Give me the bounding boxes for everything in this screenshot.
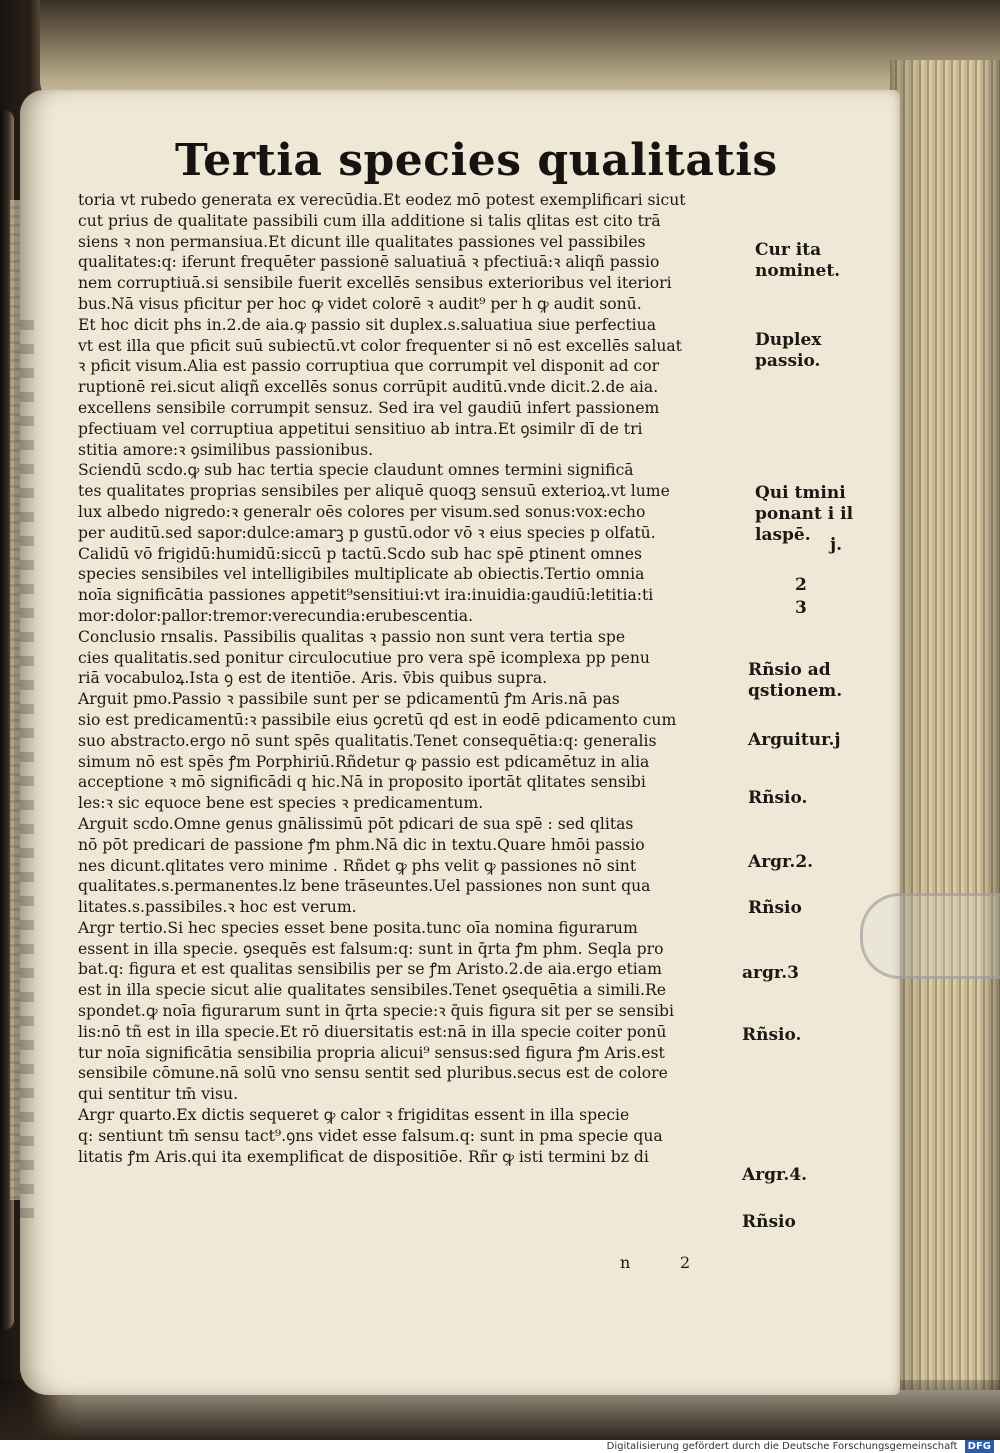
text-line: qui sentitur tm̄ visu. [78, 1085, 239, 1104]
margin-note: j. [830, 535, 843, 555]
book-page [20, 90, 900, 1395]
text-line: bat.q: figura et est qualitas sensibilis per se ꝭm Aristo.2.de aia.ergo etiam [78, 960, 662, 979]
text-line: essent in illa specie. ꝯsequēs est falsum:q: sunt in q̄rta ꝭm phm. Seqla pro [78, 939, 664, 958]
margin-note: Rñsio ad qstionem. [748, 660, 843, 701]
text-line: stitia amore:ꝛ ꝯsimilibus passionibus. [78, 440, 374, 459]
text-line: suo abstracto.ergo nō sunt spēs qualitatis.Tenet consequētia:q: generalis [78, 731, 657, 750]
text-line: q: sentiunt tm̄ sensu tact⁹.ꝯns videt esse falsum.q: sunt in pma specie qua [78, 1126, 663, 1145]
signature-mark: n [620, 1253, 631, 1272]
text-line: Conclusio rnsalis. Passibilis qualitas ꝛ passio non sunt vera tertia spe [78, 627, 626, 646]
text-line: tes qualitates proprias sensibiles per aliquē quoqꝫ sensuū exterioꝝ.vt lume [78, 482, 670, 501]
text-line: litatis ꝭm Aris.qui ita exemplificat de dispositiōe. Rñr ꝙ isti termini bz di [78, 1147, 649, 1166]
text-line: species sensibiles vel intelligibiles multiplicate ab obiectis.Tertio omnia [78, 565, 645, 584]
text-line: Calidū vō frigidū:humidū:siccū p tactū.Scdo sub hac spē ꝑtinent omnes [78, 544, 642, 563]
text-line: sensibile cōmune.nā solū vno sensu sentit sed pluribus.secus est de colore [78, 1064, 668, 1083]
text-line: qualitates.s.permanentes.lz bene trāseuntes.Uel passiones non sunt qua [78, 877, 651, 896]
text-line: acceptione ꝛ mō significādi q hic.Nā in proposito iportāt qlitates sensibi [78, 773, 646, 792]
margin-note: Duplex passio. [755, 330, 822, 371]
text-line: pfectiuam vel corruptiua appetitui sensitiuo ab intra.Et ꝯsimilr dī de tri [78, 419, 643, 438]
margin-note: Rñsio. [742, 1025, 802, 1045]
text-line: noīa significātia passiones appetit⁹sensitiui:vt ira:inuidia:gaudiū:letitia:ti [78, 586, 654, 605]
margin-note: Argr.4. [742, 1165, 808, 1185]
text-line: riā vocabuloꝝ.Ista ꝯ est de itentiōe. Aris. v̄bis quibus supra. [78, 669, 548, 688]
margin-note: Rñsio [742, 1212, 796, 1232]
margin-note: 3 [795, 598, 807, 618]
margin-note: Cur ita nominet. [755, 240, 841, 281]
text-line: lux albedo nigredo:ꝛ generalr oēs colores per visum.sed sonus:vox:echo [78, 502, 646, 521]
dfg-logo: DFG [965, 1440, 994, 1453]
text-line: vt est illa que pficit suū subiectū.vt color frequenter si nō est excellēs saluat [78, 336, 682, 355]
margin-note: Rñsio [748, 898, 802, 918]
digitization-credit [0, 1440, 1000, 1453]
text-line: cies qualitatis.sed ponitur circulocutiue pro vera spē icomplexa pp penu [78, 648, 650, 667]
text-line: nō pōt predicari de passione ꝭm phm.Nā dic in textu.Quare hmōi passio [78, 835, 645, 854]
text-line: litates.s.passibiles.ꝛ hoc est verum. [78, 898, 357, 917]
text-line: spondet.ꝙ noīa figurarum sunt in q̄rta specie:ꝛ q̄uis figura sit per se sensibi [78, 1002, 674, 1021]
text-line: Sciendū scdo.ꝙ sub hac tertia specie claudunt omnes termini significā [78, 461, 634, 480]
text-line: siens ꝛ non permansiua.Et dicunt ille qualitates passiones vel passibiles [78, 232, 646, 251]
margin-note: Arguitur.j [748, 730, 841, 750]
margin-note: Argr.2. [748, 852, 814, 872]
text-line: qualitates:q: iferunt frequēter passionē saluatiuā ꝛ pfectiuā:ꝛ aliqñ passio [78, 253, 660, 272]
margin-note: argr.3 [742, 963, 800, 983]
margin-note: 2 [795, 575, 807, 595]
text-line: nem corruptiuā.si sensibile fuerit excellēs sensibus exterioribus vel iteriori [78, 274, 672, 293]
page-gutter [20, 320, 34, 1220]
text-line: les:ꝛ sic equoce bene est species ꝛ predicamentum. [78, 794, 484, 813]
text-line: nes dicunt.qlitates vero minime . Rñdet ꝙ phs velit ꝙ passiones nō sint [78, 856, 637, 875]
text-line: Arguit pmo.Passio ꝛ passibile sunt per se pdicamentū ꝭm Aris.nā pas [78, 690, 620, 709]
text-line: per auditū.sed sapor:dulce:amarꝫ p gustū.odor vō ꝛ eius species p olfatū. [78, 523, 656, 542]
signature-number: 2 [680, 1253, 691, 1272]
margin-note: Qui tmini ponant i il laspē. [755, 483, 854, 545]
text-line: ruptionē rei.sicut aliqñ excellēs sonus corrūpit auditū.vnde dicit.2.de aia. [78, 378, 659, 397]
credit-text: Digitalisierung gefördert durch die Deutsche Forschungsgemeinschaft [606, 1441, 958, 1452]
text-line: cut prius de qualitate passibili cum illa additione si talis qlitas est cito trā [78, 211, 661, 230]
page-title: Tertia species qualitatis [175, 135, 778, 186]
text-line: bus.Nā visus pficitur per hoc ꝙ videt colorē ꝛ audit⁹ per h ꝙ audit sonū. [78, 294, 642, 313]
book-fore-edge [890, 60, 1000, 1390]
text-line: Et hoc dicit phs in.2.de aia.ꝙ passio sit duplex.s.saluatiua siue perfectiua [78, 315, 657, 334]
text-line: toria vt rubedo generata ex verecūdia.Et eodez mō potest exemplificari sicut [78, 191, 686, 209]
text-line: Arguit scdo.Omne genus gnālissimū pōt pdicari de sua spē : sed qlitas [78, 814, 634, 833]
margin-note: Rñsio. [748, 788, 808, 808]
text-line: Argr tertio.Si hec species esset bene posita.tunc oīa nomina figurarum [78, 918, 638, 937]
body-text [78, 190, 738, 1167]
text-line: est in illa specie sicut alie qualitates sensibiles.Tenet ꝯsequētia a simili.Re [78, 981, 666, 1000]
text-line: lis:nō tñ est in illa specie.Et rō diuersitatis est:nā in illa specie coiter ponū [78, 1022, 667, 1041]
text-line: mor:dolor:pallor:tremor:verecundia:erubescentia. [78, 606, 474, 625]
text-line: simum nō est spēs ꝭm Porphiriū.Rñdetur ꝙ passio est pdicamētuz in alia [78, 752, 650, 771]
text-line: ꝛ pficit visum.Alia est passio corruptiua que corrumpit vel disponit ad cor [78, 357, 660, 376]
text-line: tur noīa significātia sensibilia propria alicui⁹ sensus:sed figura ꝭm Aris.est [78, 1043, 665, 1062]
page-clip [860, 893, 1000, 979]
text-line: excellens sensibile corrumpit sensuz. Sed ira vel gaudiū infert passionem [78, 398, 660, 417]
text-line: sio est predicamentū:ꝛ passibile eius ꝯcretū qd est in eodē pdicamento cum [78, 710, 677, 729]
text-line: Argr quarto.Ex dictis sequeret ꝙ calor ꝛ frigiditas essent in illa specie [78, 1106, 630, 1125]
